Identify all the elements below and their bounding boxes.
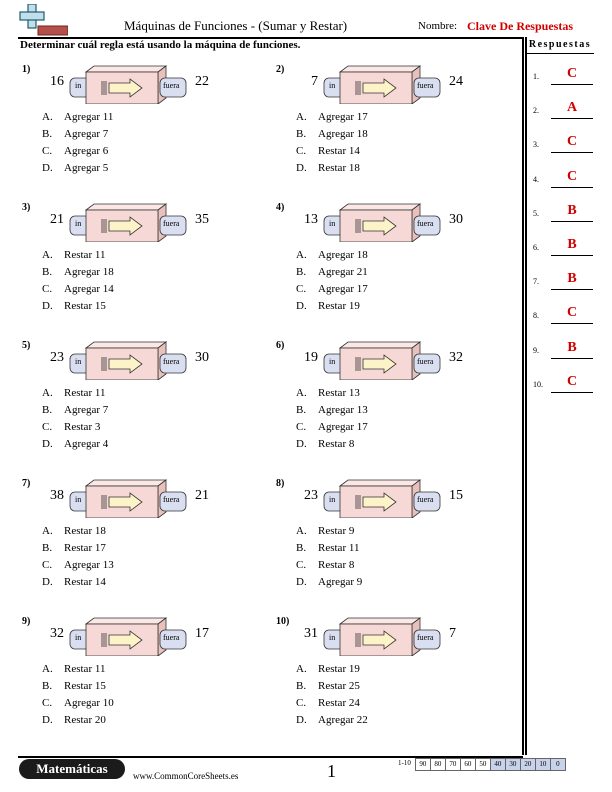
answer-choice[interactable]: [42, 162, 108, 174]
subject-badge: Matemáticas: [19, 759, 125, 779]
problem-block: [276, 202, 526, 337]
choice-letter: D.: [42, 162, 53, 174]
choice-text: Agregar 7: [64, 128, 109, 140]
answer-key-number: 9.: [533, 345, 539, 355]
function-machine-icon: [66, 64, 192, 104]
choice-letter: C.: [296, 283, 307, 295]
function-machine-icon: [320, 340, 446, 380]
machine-in-label: in: [329, 81, 336, 90]
instructions: Determinar cuál regla está usando la máquina de funciones.: [20, 39, 301, 51]
choice-text: Restar 11: [318, 542, 360, 554]
machine-in-label: in: [75, 219, 82, 228]
choice-letter: D.: [296, 162, 307, 174]
choice-letter: B.: [42, 128, 53, 140]
answer-choice[interactable]: [42, 300, 106, 312]
problem-number: 9): [22, 616, 31, 627]
choice-letter: C.: [42, 283, 53, 295]
problem-number: 10): [276, 616, 290, 627]
choice-letter: A.: [296, 525, 307, 537]
answer-choice[interactable]: [42, 249, 105, 261]
problem-block: [276, 616, 526, 751]
answer-choice[interactable]: [296, 680, 360, 692]
choice-letter: C.: [42, 145, 53, 157]
answer-choice[interactable]: [42, 680, 106, 692]
choice-text: Restar 15: [64, 300, 106, 312]
machine-out-label: fuera: [417, 633, 434, 642]
problem-number: 4): [276, 202, 285, 213]
choice-text: Restar 14: [64, 576, 106, 588]
answer-key-number: 6.: [533, 243, 539, 252]
choice-letter: C.: [42, 421, 53, 433]
answer-key-value: C: [566, 134, 578, 150]
answer-key-number: 8.: [533, 311, 539, 321]
choice-text: Agregar 18: [318, 128, 368, 140]
choice-text: Agregar 17: [318, 111, 368, 123]
score-cell: 80: [431, 758, 446, 771]
choice-letter: A.: [42, 663, 53, 675]
choice-text: Restar 8: [318, 438, 355, 450]
answer-choice[interactable]: [42, 145, 108, 157]
choice-letter: B.: [296, 404, 307, 416]
score-cell: 10: [536, 758, 551, 771]
function-machine-icon: [320, 202, 446, 242]
choice-letter: B.: [42, 542, 53, 554]
machine-input-value: 19: [304, 350, 318, 365]
machine-input-value: 13: [304, 212, 318, 227]
machine-output-value: 21: [195, 488, 209, 503]
problem-number: 5): [22, 340, 31, 351]
answer-key-value: B: [567, 237, 577, 252]
machine-output-value: 17: [195, 626, 209, 641]
choice-text: Restar 18: [64, 525, 106, 537]
machine-out-label: fuera: [417, 495, 434, 504]
answer-key-row: [531, 134, 601, 152]
choice-text: Restar 9: [318, 525, 355, 537]
problem-block: [276, 478, 526, 613]
machine-input-value: 38: [50, 488, 64, 503]
answer-key-title-underline: [526, 53, 594, 54]
machine-output-value: 32: [449, 350, 463, 365]
machine-out-label: fuera: [163, 81, 180, 90]
choice-letter: B.: [296, 266, 307, 278]
problem-block: [22, 616, 272, 751]
machine-input-value: 16: [50, 74, 64, 89]
machine-output-value: 22: [195, 74, 209, 89]
choice-letter: B.: [296, 680, 307, 692]
machine-in-label: in: [75, 633, 82, 642]
machine-in-label: in: [329, 219, 336, 228]
score-range-label: 1-10: [398, 759, 411, 767]
choice-letter: C.: [296, 145, 307, 157]
answer-choice[interactable]: [42, 525, 106, 537]
function-machine-icon: [66, 478, 192, 518]
answer-key-number: 10.: [533, 379, 543, 389]
answer-key-row: [531, 374, 601, 392]
choice-text: Restar 24: [318, 697, 360, 709]
answer-key-blank-line: [551, 358, 593, 359]
machine-out-label: fuera: [417, 357, 434, 366]
answer-key-value: B: [567, 339, 577, 355]
page-number: 1: [327, 761, 336, 781]
answer-key-row: [531, 271, 601, 289]
choice-letter: B.: [296, 128, 307, 140]
problem-block: [276, 340, 526, 475]
choice-letter: D.: [42, 300, 53, 312]
machine-in-label: in: [329, 633, 336, 642]
problem-block: [276, 64, 526, 199]
score-cell: 70: [446, 758, 461, 771]
score-cell: 60: [461, 758, 476, 771]
machine-output-value: 35: [195, 212, 209, 227]
answer-choice[interactable]: [296, 283, 368, 295]
choice-text: Agregar 11: [64, 111, 114, 123]
name-label: Nombre:: [418, 20, 458, 32]
answer-key-value: C: [566, 305, 578, 321]
answer-key-blank-line: [551, 152, 593, 153]
machine-out-label: fuera: [417, 219, 434, 228]
answer-choice[interactable]: [42, 128, 108, 140]
choice-text: Restar 15: [64, 680, 106, 692]
choice-letter: C.: [42, 697, 53, 709]
choice-text: Agregar 13: [318, 404, 368, 416]
problem-number: 8): [276, 478, 285, 489]
answer-choice[interactable]: [296, 542, 359, 554]
choice-text: Agregar 18: [318, 249, 368, 261]
choice-letter: B.: [42, 266, 53, 278]
answer-key-blank-line: [551, 255, 593, 256]
answer-choice[interactable]: [42, 559, 114, 571]
choice-text: Restar 19: [318, 663, 360, 675]
choice-text: Restar 11: [64, 387, 106, 399]
score-table: [396, 758, 566, 771]
answer-key-row: [531, 100, 601, 118]
choice-letter: A.: [296, 387, 307, 399]
machine-input-value: 21: [50, 212, 64, 227]
choice-text: Agregar 17: [318, 421, 368, 433]
choice-letter: A.: [42, 387, 53, 399]
machine-input-value: 23: [50, 350, 64, 365]
machine-in-label: in: [75, 81, 82, 90]
problem-number: 3): [22, 202, 31, 213]
choice-text: Restar 8: [318, 559, 355, 571]
answer-choice[interactable]: [296, 525, 354, 537]
answer-key-blank-line: [551, 323, 593, 324]
function-machine-icon: [320, 478, 446, 518]
choice-letter: D.: [42, 576, 53, 588]
answer-key-number: 7.: [533, 277, 539, 287]
answer-key-row: [531, 237, 601, 255]
score-cell: 0: [551, 758, 566, 771]
answer-key-row: [531, 203, 601, 221]
machine-input-value: 31: [304, 626, 318, 641]
machine-output-value: 30: [449, 212, 463, 227]
answer-key-blank-line: [551, 221, 593, 222]
choice-text: Restar 19: [318, 300, 360, 312]
choice-text: Agregar 5: [64, 162, 109, 174]
answer-choice[interactable]: [42, 421, 100, 433]
problem-number: 7): [22, 478, 31, 489]
choice-letter: D.: [296, 714, 307, 726]
website-url[interactable]: www.CommonCoreSheets.es: [133, 771, 239, 781]
choice-letter: B.: [42, 680, 53, 692]
choice-text: Restar 25: [318, 680, 360, 692]
choice-letter: C.: [296, 697, 307, 709]
answer-key-row: [531, 66, 601, 84]
score-cell: 30: [506, 758, 521, 771]
answer-key-blank-line: [551, 187, 593, 188]
answer-choice[interactable]: [42, 697, 114, 709]
problem-block: [22, 478, 272, 613]
score-cell: 90: [415, 758, 431, 771]
answer-key-value: A: [566, 100, 578, 116]
problem-number: 2): [276, 64, 285, 75]
choice-text: Agregar 10: [64, 697, 114, 709]
answer-choice[interactable]: [296, 266, 368, 278]
choice-text: Restar 14: [318, 145, 360, 157]
choice-text: Agregar 14: [64, 283, 114, 295]
answer-key-blank-line: [551, 289, 593, 290]
answer-choice[interactable]: [296, 421, 368, 433]
answer-key-blank-line: [551, 392, 593, 393]
choice-letter: C.: [296, 421, 307, 433]
choice-letter: A.: [42, 111, 53, 123]
machine-in-label: in: [75, 495, 82, 504]
choice-text: Restar 13: [318, 387, 360, 399]
machine-output-value: 24: [449, 74, 463, 89]
choice-letter: A.: [296, 663, 307, 675]
answer-choice[interactable]: [296, 249, 368, 261]
name-value: Clave De Respuestas: [467, 19, 573, 33]
choice-letter: D.: [42, 438, 53, 450]
problem-block: [22, 202, 272, 337]
answer-choice[interactable]: [296, 404, 368, 416]
answer-choice[interactable]: [296, 663, 360, 675]
answer-choice[interactable]: [296, 111, 368, 123]
machine-input-value: 32: [50, 626, 64, 641]
answer-choice[interactable]: [296, 576, 362, 588]
machine-in-label: in: [329, 357, 336, 366]
choice-text: Agregar 6: [64, 145, 109, 157]
choice-text: Agregar 18: [64, 266, 114, 278]
choice-text: Restar 20: [64, 714, 106, 726]
machine-output-value: 7: [449, 626, 456, 641]
machine-input-value: 23: [304, 488, 318, 503]
choice-text: Agregar 4: [64, 438, 109, 450]
answer-key-blank-line: [551, 84, 593, 85]
machine-out-label: fuera: [163, 219, 180, 228]
machine-input-value: 7: [311, 74, 318, 89]
machine-out-label: fuera: [163, 495, 180, 504]
answer-key-row: [531, 169, 601, 187]
answer-choice[interactable]: [42, 438, 108, 450]
answer-key-number: 5.: [533, 208, 539, 218]
answer-key-value: B: [567, 271, 577, 287]
answer-choice[interactable]: [296, 714, 368, 726]
answer-choice[interactable]: [296, 697, 360, 709]
choice-letter: D.: [296, 576, 307, 588]
choice-text: Agregar 22: [318, 714, 368, 726]
answer-key-row: [531, 305, 601, 323]
worksheet-title: Máquinas de Funciones - (Sumar y Restar): [124, 18, 348, 33]
score-cell: 40: [491, 758, 506, 771]
score-cell: 20: [521, 758, 536, 771]
answer-choice[interactable]: [296, 145, 360, 157]
answer-choice[interactable]: [42, 542, 106, 554]
answer-choice[interactable]: [296, 128, 368, 140]
choice-text: Agregar 7: [64, 404, 109, 416]
choice-text: Restar 18: [318, 162, 360, 174]
machine-out-label: fuera: [163, 633, 180, 642]
answer-key-value: B: [567, 202, 577, 218]
machine-output-value: 30: [195, 350, 209, 365]
function-machine-icon: [320, 64, 446, 104]
problem-number: 6): [276, 340, 285, 351]
choice-letter: D.: [296, 438, 307, 450]
problem-block: [22, 64, 272, 199]
answer-choice[interactable]: [296, 162, 360, 174]
plus-minus-logo-icon: [18, 4, 68, 36]
choice-letter: C.: [296, 559, 307, 571]
choice-text: Agregar 9: [318, 576, 363, 588]
answer-choice[interactable]: [42, 387, 105, 399]
choice-letter: B.: [42, 404, 53, 416]
answer-key-row: [531, 340, 601, 358]
choice-letter: A.: [42, 249, 53, 261]
problem-number: 1): [22, 64, 31, 75]
machine-in-label: in: [75, 357, 82, 366]
choice-letter: A.: [42, 525, 53, 537]
choice-text: Restar 3: [64, 421, 101, 433]
choice-letter: C.: [42, 559, 53, 571]
machine-out-label: fuera: [163, 357, 180, 366]
answer-key-value: C: [566, 373, 578, 389]
function-machine-icon: [66, 202, 192, 242]
machine-output-value: 15: [449, 488, 463, 503]
choice-text: Restar 11: [64, 249, 106, 261]
choice-letter: A.: [296, 111, 307, 123]
choice-text: Restar 11: [64, 663, 106, 675]
answer-choice[interactable]: [42, 404, 108, 416]
choice-letter: A.: [296, 249, 307, 261]
answer-key-value: C: [566, 168, 578, 184]
score-cell: 50: [476, 758, 491, 771]
answer-key-title: Respuestas: [528, 39, 592, 50]
answer-key-number: 3.: [533, 140, 539, 150]
choice-letter: B.: [296, 542, 307, 554]
machine-out-label: fuera: [417, 81, 434, 90]
answer-choice[interactable]: [42, 663, 105, 675]
function-machine-icon: [66, 616, 192, 656]
answer-key-number: 2.: [533, 106, 539, 116]
answer-choice[interactable]: [42, 283, 114, 295]
answer-key-value: C: [566, 66, 578, 81]
answer-choice[interactable]: [42, 111, 113, 123]
machine-in-label: in: [329, 495, 336, 504]
answer-choice[interactable]: [296, 387, 360, 399]
answer-choice[interactable]: [42, 714, 106, 726]
choice-letter: D.: [42, 714, 53, 726]
answer-key-blank-line: [551, 118, 593, 119]
choice-letter: D.: [296, 300, 307, 312]
function-machine-icon: [320, 616, 446, 656]
answer-key-number: 4.: [533, 174, 539, 184]
answer-choice[interactable]: [296, 438, 354, 450]
answer-choice[interactable]: [296, 559, 354, 571]
choice-text: Agregar 13: [64, 559, 114, 571]
function-machine-icon: [66, 340, 192, 380]
choice-text: Agregar 21: [318, 266, 368, 278]
answer-choice[interactable]: [296, 300, 360, 312]
answer-key-number: 1.: [533, 72, 539, 81]
choice-text: Restar 17: [64, 542, 106, 554]
answer-choice[interactable]: [42, 266, 114, 278]
answer-choice[interactable]: [42, 576, 106, 588]
problem-block: [22, 340, 272, 475]
choice-text: Agregar 17: [318, 283, 368, 295]
